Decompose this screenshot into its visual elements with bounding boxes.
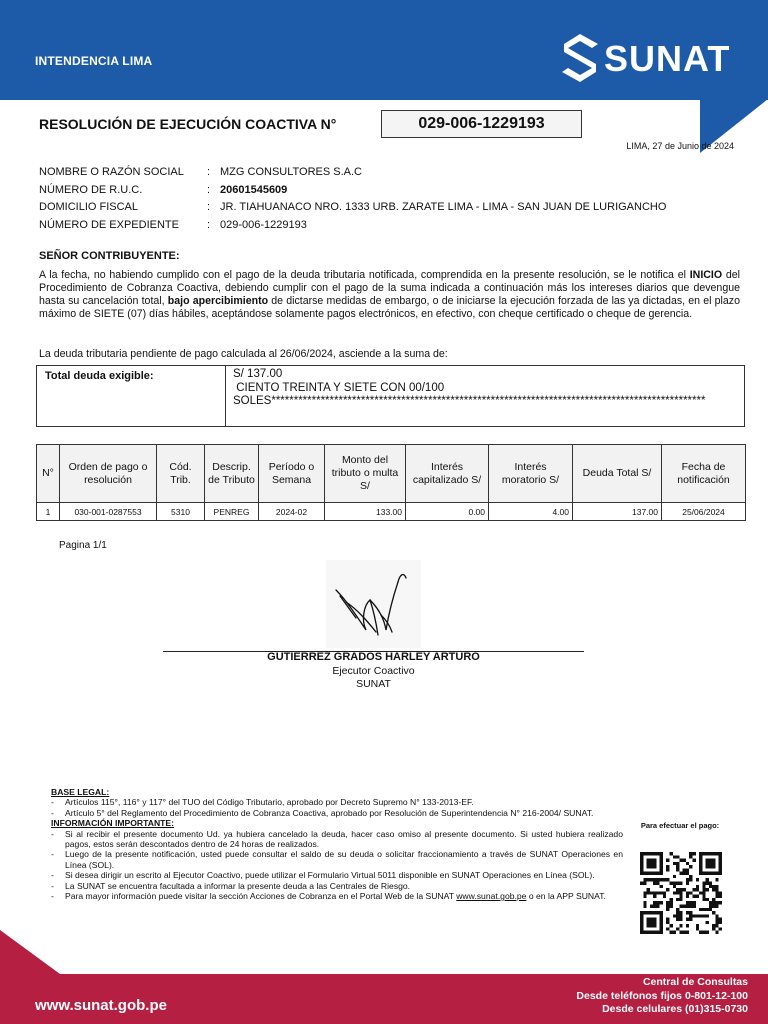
resolution-title: RESOLUCIÓN DE EJECUCIÓN COACTIVA N° — [39, 116, 337, 132]
total-words: CIENTO TREINTA Y SIETE CON 00/100 — [233, 381, 445, 394]
total-label: Total deuda exigible: — [45, 370, 154, 382]
info-title: INFORMACIÓN IMPORTANTE: — [51, 818, 175, 829]
table-header-row — [37, 445, 746, 503]
table-header: Interés capitalizado S/ — [406, 445, 489, 503]
taxpayer-row — [39, 201, 666, 219]
table-header: Cód. Trib. — [157, 445, 205, 503]
signature-image — [326, 560, 421, 648]
list-item: - Artículos 115°, 116° y 117° del TUO del Código Tributario, aprobado por Decreto Supremo N° 133-2013-EF. — [51, 797, 623, 807]
table-header: Orden de pago o resolución — [60, 445, 157, 503]
total-currency: SOLES************************************************************************************************* — [233, 395, 706, 407]
notice-paragraph — [39, 269, 740, 321]
total-amount: S/ 137.00 — [233, 368, 283, 380]
taxpayer-row — [39, 184, 666, 202]
footer-diagonal — [0, 930, 60, 974]
info-text: o en la APP SUNAT. — [526, 891, 606, 902]
signer-name: GUTIERREZ GRADOS HARLEY ARTURO — [267, 651, 480, 663]
resolution-date: LIMA, 27 de Junio de 2024 — [626, 141, 734, 151]
greeting: SEÑOR CONTRIBUYENTE: — [39, 250, 180, 262]
fixed-phones: Desde teléfonos fijos 0-801-12-100 — [576, 989, 748, 1002]
table-header: Monto del tributo o multa S/ — [325, 445, 406, 503]
logo-wordmark: SUNAT — [604, 38, 731, 79]
table-header: Interés moratorio S/ — [489, 445, 573, 503]
handwritten-signature — [326, 560, 421, 648]
table-cell: 2024-02 — [259, 503, 325, 521]
page-indicator: Pagina 1/1 — [59, 540, 107, 551]
taxpayer-info — [39, 166, 666, 236]
table-header: Descrip. de Tributo — [205, 445, 259, 503]
signer-organization: SUNAT — [356, 678, 391, 690]
paragraph-text: del Procedimiento de Cobranza Coactiva, debiendo cumplir con el pago de la suma indicada a continuación más los intereses diarios que devengue hasta su cancelación total, — [39, 269, 740, 307]
list-item: - Si al recibir el presente documento Ud. ya hubiera cancelado la deuda, hacer caso omiso al presente documento. Si usted hubiera realizado pagos, estos serán descontados dentro de 24 horas de realizados. — [51, 829, 623, 850]
list-item: - Artículo 5° del Reglamento del Procedimiento de Cobranza Coactiva, aprobado por Resolución de Superintendencia N° 216-2004/ SUNAT. — [51, 808, 623, 818]
list-item: - Si desea dirigir un escrito al Ejecutor Coactivo, puede utilizar el Formulario Virtual 5011 disponible en SUNAT Operaciones en Línea (SOL). — [51, 870, 623, 880]
legal-section — [51, 787, 623, 901]
debt-statement: La deuda tributaria pendiente de pago calculada al 26/06/2024, asciende a la suma de: — [39, 348, 448, 360]
footer-website[interactable]: www.sunat.gob.pe — [35, 997, 167, 1014]
table-cell: 5310 — [157, 503, 205, 521]
table-cell: 030-001-0287553 — [60, 503, 157, 521]
taxpayer-label: NOMBRE O RAZÓN SOCIAL — [39, 166, 184, 178]
debt-detail-table — [36, 444, 746, 521]
qr-label: Para efectuar el pago: — [640, 821, 720, 830]
legal-base-title: BASE LEGAL: — [51, 787, 110, 797]
paragraph-bold: INICIO — [689, 269, 723, 281]
resolution-number: 029-006-1229193 — [381, 110, 582, 138]
table-cell: 137.00 — [573, 503, 662, 521]
taxpayer-value: JR. TIAHUANACO NRO. 1333 URB. ZARATE LIMA - LIMA - SAN JUAN DE LURIGANCHO — [220, 201, 667, 213]
separator: : — [207, 183, 211, 196]
table-header: Fecha de notificación — [662, 445, 746, 503]
table-cell: PENREG — [205, 503, 259, 521]
taxpayer-label: NÚMERO DE EXPEDIENTE — [39, 218, 179, 231]
qr-code-icon[interactable] — [638, 852, 724, 934]
table-row — [37, 503, 746, 521]
paragraph-bold: bajo apercibimiento — [167, 295, 269, 307]
table-cell: 25/06/2024 — [662, 503, 746, 521]
table-cell: 1 — [37, 503, 60, 521]
mobile-phones: Desde celulares (01)315-0730 — [602, 1003, 748, 1015]
taxpayer-value: 029-006-1229193 — [220, 218, 307, 231]
table-cell: 133.00 — [325, 503, 406, 521]
taxpayer-value: 20601545609 — [220, 183, 288, 196]
total-divider — [225, 366, 226, 426]
taxpayer-label: NÚMERO DE R.U.C. — [39, 183, 143, 196]
list-item: - Luego de la presente notificación, usted puede consultar el saldo de su deuda o solicitar fraccionamiento a través de SUNAT Operaciones en Línea (SOL). — [51, 849, 623, 870]
info-list — [51, 829, 623, 902]
taxpayer-row — [39, 219, 666, 237]
separator: : — [207, 218, 211, 231]
taxpayer-label: DOMICILIO FISCAL — [39, 201, 139, 213]
total-debt-box — [36, 365, 745, 427]
separator: : — [207, 201, 211, 213]
sunat-emblem-icon — [558, 32, 602, 84]
sunat-logo — [558, 30, 748, 86]
consult-title: Central de Consultas — [642, 976, 748, 988]
list-item: - La SUNAT se encuentra facultada a informar la presente deuda a las Centrales de Riesgo. — [51, 881, 623, 891]
paragraph-text: A la fecha, no habiendo cumplido con el pago de la deuda tributaria notificada, comprendida en la presente resolución, se le notifica el — [39, 269, 690, 281]
footer-contact — [576, 976, 748, 1017]
taxpayer-value: MZG CONSULTORES S.A.C — [220, 166, 363, 178]
table-cell: 0.00 — [406, 503, 489, 521]
signer-role: Ejecutor Coactivo — [332, 665, 415, 677]
office-name: INTENDENCIA LIMA — [35, 54, 153, 68]
table-cell: 4.00 — [489, 503, 573, 521]
table-header: Período o Semana — [259, 445, 325, 503]
table-header: Deuda Total S/ — [573, 445, 662, 503]
paragraph-text: de dictarse medidas de embargo, o de iniciarse la ejecución forzada de las ya dictadas, en el plazo máximo de SIETE (07) días hábiles, aceptándose solamente pagos electrónicos, en efectivo, con cheque certificado o cheque de gerencia. — [39, 295, 740, 320]
info-text: Para mayor información puede visitar la sección Acciones de Cobranza en el Portal Web de la SUNAT — [65, 891, 457, 902]
legal-base-list — [51, 797, 623, 818]
total-value — [233, 368, 743, 409]
list-item — [51, 891, 623, 901]
separator: : — [207, 166, 211, 178]
sunat-website-link[interactable]: www.sunat.gob.pe — [456, 891, 527, 902]
table-header: N° — [37, 445, 60, 503]
taxpayer-row — [39, 166, 666, 184]
